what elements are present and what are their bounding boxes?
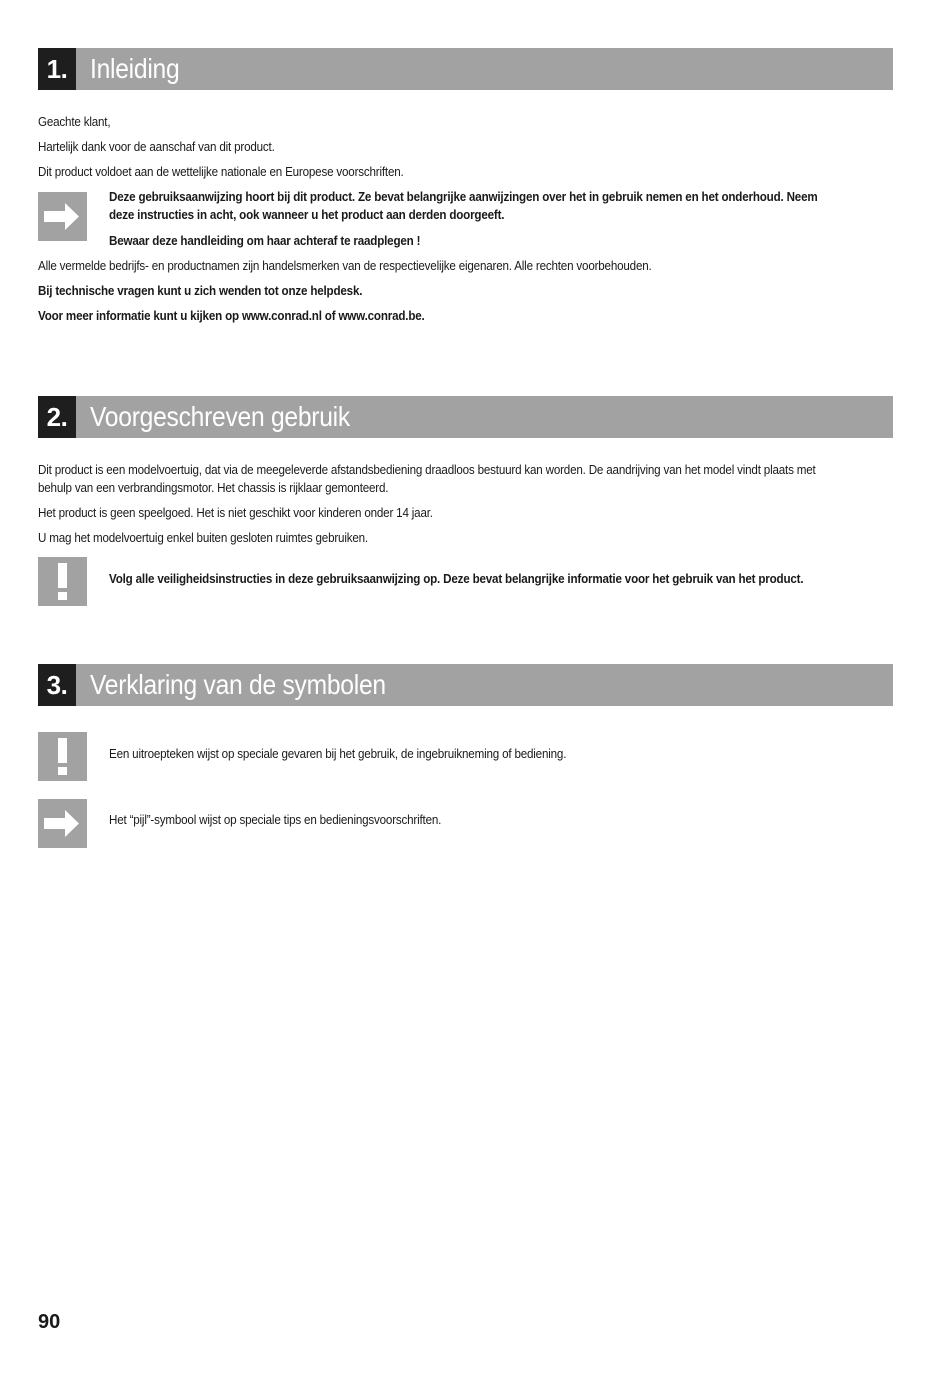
arrow-right-icon <box>38 799 87 848</box>
intended-use-line-1: Dit product is een modelvoertuig, dat via de meegeleverde afstandsbediening draadloos bestuurd kan worden. De aandrijving van het model vindt plaats met <box>38 463 816 477</box>
section-header-voorgeschreven-gebruik <box>38 396 893 438</box>
note-line-1: Deze gebruiksaanwijzing hoort bij dit product. Ze bevat belangrijke aanwijzingen over het in gebruik nemen en het onderhoud. Neem <box>109 190 818 204</box>
intended-use-line-2: behulp van een verbrandingsmotor. Het chassis is rijklaar gemonteerd. <box>38 481 389 495</box>
not-toy-text: Het product is geen speelgoed. Het is niet geschikt voor kinderen onder 14 jaar. <box>38 506 433 520</box>
note-line-2: deze instructies in acht, ook wanneer u het product aan derden doorgeeft. <box>109 208 505 222</box>
outdoor-text: U mag het modelvoertuig enkel buiten gesloten ruimtes gebruiken. <box>38 531 368 545</box>
section-title: Inleiding <box>90 53 180 84</box>
page-number: 90 <box>38 1311 61 1333</box>
more-info-text: Voor meer informatie kunt u kijken op www.conrad.nl of www.conrad.be. <box>38 309 425 323</box>
trademarks-text: Alle vermelde bedrijfs- en productnamen zijn handelsmerken van de respectievelijke eigenaren. Alle rechten voorbehouden. <box>38 259 652 273</box>
section-number: 2. <box>38 396 76 438</box>
thanks-text: Hartelijk dank voor de aanschaf van dit product. <box>38 140 275 154</box>
exclamation-icon <box>38 557 87 606</box>
exclamation-explanation: Een uitroepteken wijst op speciale gevaren bij het gebruik, de ingebruikneming of bediening. <box>109 747 567 761</box>
section-number: 1. <box>38 48 76 90</box>
section-header-inleiding <box>38 48 893 90</box>
section-header-symbolen <box>38 664 893 706</box>
exclamation-icon <box>38 732 87 781</box>
safety-instructions-text: Volg alle veiligheidsinstructies in deze gebruiksaanwijzing op. Deze bevat belangrijke informatie voor het gebruik van het product. <box>109 572 804 586</box>
helpdesk-text: Bij technische vragen kunt u zich wenden tot onze helpdesk. <box>38 284 363 298</box>
greeting: Geachte klant, <box>38 115 111 129</box>
section-title: Voorgeschreven gebruik <box>90 401 350 432</box>
arrow-right-icon <box>38 192 87 241</box>
arrow-explanation: Het “pijl”-symbool wijst op speciale tips en bedieningsvoorschriften. <box>109 813 442 827</box>
compliance-text: Dit product voldoet aan de wettelijke nationale en Europese voorschriften. <box>38 165 404 179</box>
section-title: Verklaring van de symbolen <box>90 669 386 700</box>
keep-manual-text: Bewaar deze handleiding om haar achteraf te raadplegen ! <box>109 234 421 248</box>
section-number: 3. <box>38 664 76 706</box>
